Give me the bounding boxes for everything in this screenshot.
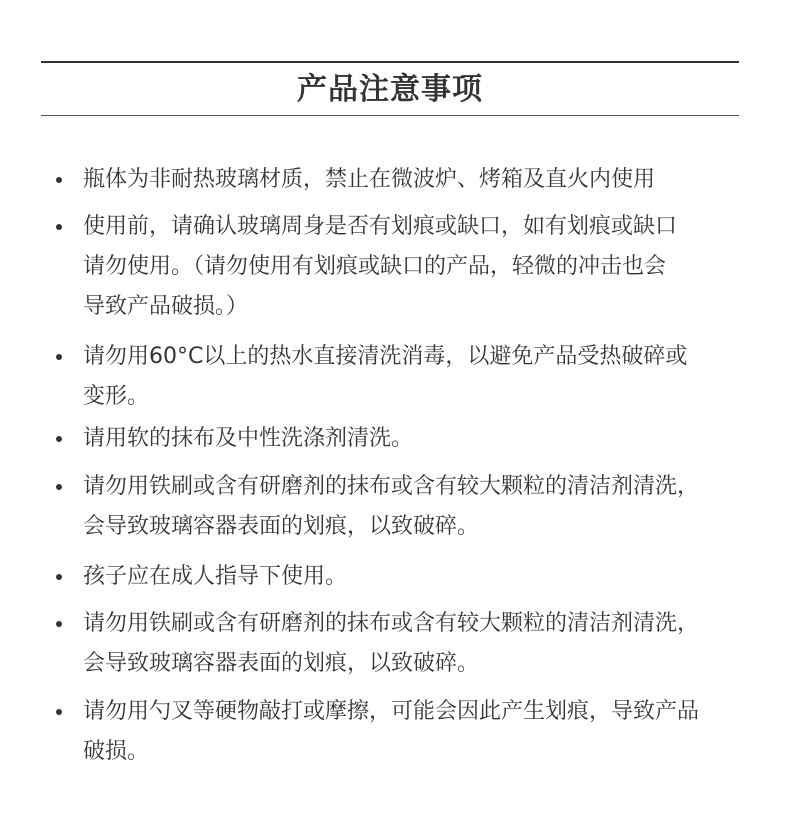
notice-line: 孩子应在成人指导下使用。 [83,564,348,589]
notice-item [83,419,748,459]
page-title: 产品注意事项 [297,72,483,107]
notice-line: 请勿用铁刷或含有研磨剂的抹布或含有较大颗粒的清洁剂清洗， [83,474,700,499]
notice-line: 瓶体为非耐热玻璃材质，禁止在微波炉、烤箱及直火内使用 [83,167,656,192]
notice-item [83,337,748,417]
notice-line: 请勿用铁刷或含有研磨剂的抹布或含有较大颗粒的清洁剂清洗， [83,611,700,636]
notice-line: 请勿使用。（请勿使用有划痕或缺口的产品，轻微的冲击也会 [83,254,667,279]
notice-item [83,604,748,684]
bullet-icon [56,574,62,580]
notice-line: 会导致玻璃容器表面的划痕，以致破碎。 [83,651,480,676]
notice-line: 请用软的抹布及中性洗涤剂清洗。 [83,426,414,451]
bullet-icon [56,709,62,715]
notice-line: 破损。 [83,739,150,764]
notice-line: 请勿用60°C以上的热水直接清洗消毒，以避免产品受热破碎或 [83,344,688,369]
bullet-icon [56,436,62,442]
notice-line: 会导致玻璃容器表面的划痕，以致破碎。 [83,514,480,539]
notice-line: 请勿用勺叉等硬物敲打或摩擦，可能会因此产生划痕，导致产品 [83,699,700,724]
notice-item [83,160,748,200]
notice-item [83,467,748,547]
bullet-icon [56,354,62,360]
notice-item [83,692,748,772]
notice-line: 导致产品破损。） [83,294,249,319]
bullet-icon [56,224,62,230]
notice-item [83,557,748,597]
bullet-icon [56,177,62,183]
bullet-icon [56,484,62,490]
bullet-icon [56,621,62,627]
notice-line: 使用前，请确认玻璃周身是否有划痕或缺口，如有划痕或缺口 [83,214,678,239]
notice-line: 变形。 [83,384,150,409]
notice-item [83,207,748,327]
